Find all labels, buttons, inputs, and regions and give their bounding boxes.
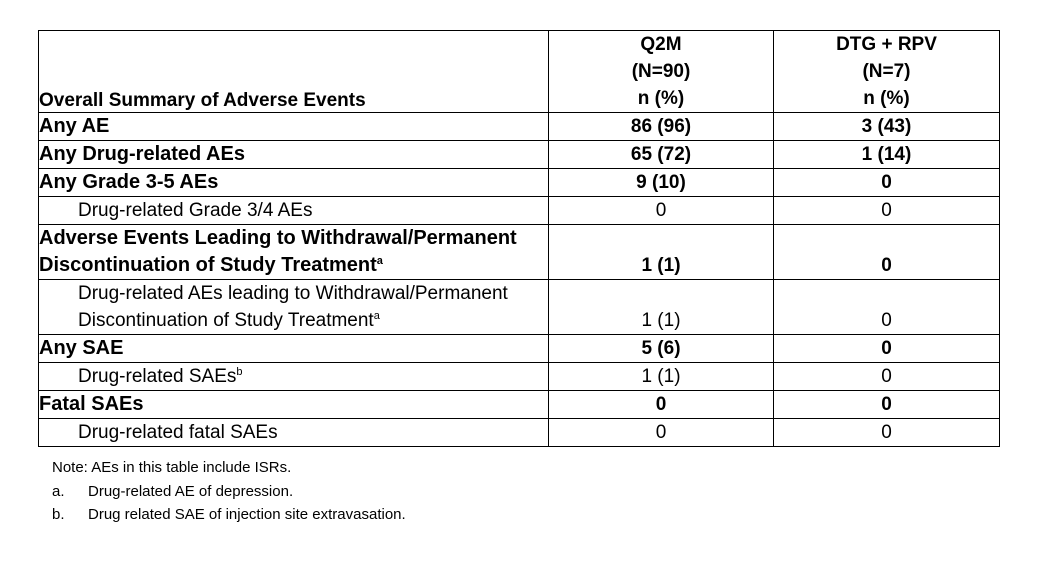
table-notes [52, 456, 406, 527]
cell-q2m: 1 (1) [549, 225, 774, 280]
col-header-q2m-unit: n (%) [637, 88, 685, 109]
cell-dtg-rpv: 0 [774, 169, 1000, 197]
cell-dtg-rpv: 0 [774, 225, 1000, 280]
col-header-dtg-rpv [774, 31, 1000, 113]
cell-q2m: 9 (10) [549, 169, 774, 197]
footnote-marker: b. [52, 506, 65, 523]
footnote [52, 480, 406, 504]
col-header-dtg-n: (N=7) [862, 61, 911, 82]
row-label [39, 113, 549, 141]
cell-q2m: 5 (6) [549, 335, 774, 363]
cell-dtg-rpv: 0 [774, 391, 1000, 419]
row-label-text: Drug-related Grade 3/4 AEs [78, 200, 313, 221]
row-label-text: Fatal SAEs [39, 393, 144, 415]
table-row [39, 225, 1000, 280]
row-label [39, 419, 549, 447]
cell-dtg-rpv: 3 (43) [774, 113, 1000, 141]
cell-q2m: 0 [549, 391, 774, 419]
row-label-text: Drug-related fatal SAEs [78, 422, 278, 443]
footnote-marker: a [373, 310, 380, 322]
row-label-text: Discontinuation of Study Treatment [39, 254, 377, 276]
table-row [39, 169, 1000, 197]
adverse-events-table [38, 30, 1000, 447]
cell-dtg-rpv: 0 [774, 197, 1000, 225]
col-header-q2m-n: (N=90) [631, 61, 691, 82]
footnote-text: Drug related SAE of injection site extravasation. [88, 506, 406, 523]
col-header-dtg-unit: n (%) [863, 88, 910, 109]
row-label [39, 280, 549, 335]
row-label-line: Drug-related AEs leading to Withdrawal/Permanent [78, 283, 508, 304]
col-header-q2m [549, 31, 774, 113]
row-label [39, 197, 549, 225]
row-label [39, 335, 549, 363]
table-row [39, 113, 1000, 141]
row-label-text: Any SAE [39, 337, 124, 359]
col-header-dtg-name: DTG + RPV [836, 34, 937, 55]
row-label [39, 141, 549, 169]
footnote-text: Drug-related AE of depression. [88, 482, 294, 500]
row-label [39, 391, 549, 419]
cell-q2m: 0 [549, 197, 774, 225]
row-label [39, 169, 549, 197]
cell-q2m: 86 (96) [549, 113, 774, 141]
row-label-text: Discontinuation of Study Treatment [78, 310, 374, 331]
row-label-text: Any Grade 3-5 AEs [39, 171, 219, 193]
cell-dtg-rpv: 0 [774, 280, 1000, 335]
row-label-text: Drug-related SAEs [78, 366, 237, 387]
row-label-line: Adverse Events Leading to Withdrawal/Permanent [39, 227, 517, 249]
cell-q2m: 1 (1) [549, 363, 774, 391]
cell-q2m: 1 (1) [549, 280, 774, 335]
col-header-q2m-name: Q2M [640, 34, 682, 55]
cell-dtg-rpv: 1 (14) [774, 141, 1000, 169]
table-title: Overall Summary of Adverse Events [39, 31, 549, 113]
footnote-marker: a [376, 255, 383, 267]
table-row [39, 335, 1000, 363]
row-label-text: Any AE [39, 115, 110, 137]
header-row [39, 31, 1000, 113]
cell-dtg-rpv: 0 [774, 363, 1000, 391]
footnote [52, 503, 406, 527]
cell-dtg-rpv: 0 [774, 335, 1000, 363]
table-row [39, 197, 1000, 225]
row-label-line [39, 252, 548, 279]
cell-q2m: 65 (72) [549, 141, 774, 169]
footnote-marker: a. [52, 482, 65, 500]
footnote-marker: b [236, 366, 243, 378]
table-row [39, 419, 1000, 447]
row-label-line [78, 307, 548, 334]
cell-q2m: 0 [549, 419, 774, 447]
table-row [39, 363, 1000, 391]
row-label [39, 225, 549, 280]
table-row [39, 141, 1000, 169]
table-row [39, 280, 1000, 335]
table-note: Note: AEs in this table include ISRs. [52, 459, 292, 476]
row-label [39, 363, 549, 391]
table-row [39, 391, 1000, 419]
row-label-text: Any Drug-related AEs [39, 143, 245, 165]
cell-dtg-rpv: 0 [774, 419, 1000, 447]
